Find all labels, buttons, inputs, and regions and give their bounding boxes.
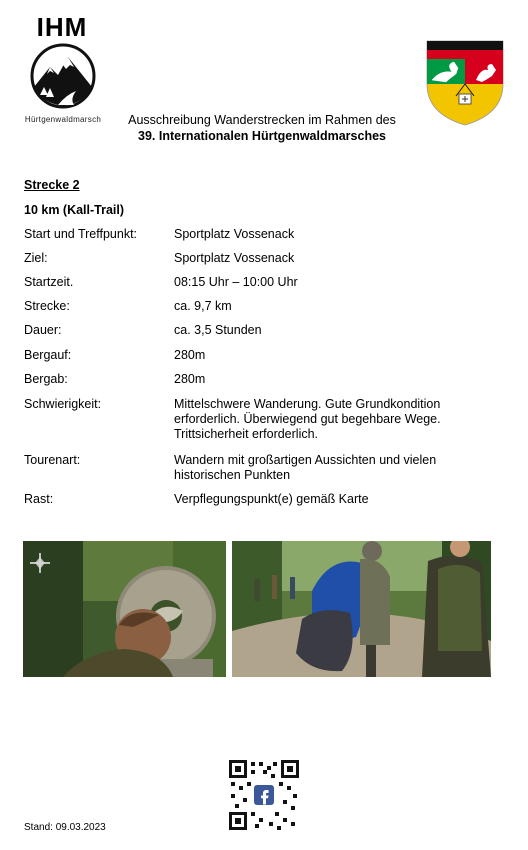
row-label: Tourenart:	[24, 453, 81, 467]
header-line1: Ausschreibung Wanderstrecken im Rahmen des	[128, 113, 396, 127]
coat-of-arms-icon	[426, 40, 504, 126]
row-value: Sportplatz Vossenack	[174, 251, 295, 265]
header-line2: 39. Internationalen Hürtgenwaldmarsches	[138, 129, 386, 143]
row-value: Mittelschwere Wanderung. Gute Grundkondition erforderlich. Überwiegend gut begehbare Wege. Trittsicherheit erforderlich.	[174, 397, 441, 441]
logo-title: IHM	[36, 12, 88, 42]
row-label: Strecke:	[24, 299, 70, 313]
hikers-photo	[232, 541, 491, 677]
row-value: ca. 3,5 Stunden	[174, 323, 262, 337]
facebook-icon	[254, 785, 274, 805]
row-label: Bergauf:	[24, 348, 72, 362]
row-label: Schwierigkeit:	[24, 397, 102, 411]
row-value: 08:15 Uhr – 10:00 Uhr	[174, 275, 298, 289]
row-value: 280m	[174, 372, 206, 386]
row-value: Verpflegungspunkt(e) gemäß Karte	[174, 492, 369, 506]
logo-caption: Hürtgenwaldmarsch	[24, 115, 102, 124]
footer-date: Stand: 09.03.2023	[24, 822, 106, 833]
row-label: Dauer:	[24, 323, 62, 337]
route-subtitle: 10 km (Kall-Trail)	[24, 203, 125, 217]
row-value: 280m	[174, 348, 206, 362]
row-label: Rast:	[24, 492, 54, 506]
row-value: ca. 9,7 km	[174, 299, 232, 313]
row-label: Ziel:	[24, 251, 48, 265]
row-value: Sportplatz Vossenack	[174, 227, 295, 241]
memorial-photo	[23, 541, 226, 677]
facebook-qr-code[interactable]	[229, 760, 299, 830]
row-label: Startzeit.	[24, 275, 74, 289]
mountain-logo-icon	[30, 43, 96, 109]
row-label: Start und Treffpunkt:	[24, 227, 138, 241]
route-title: Strecke 2	[24, 178, 80, 192]
row-label: Bergab:	[24, 372, 68, 386]
row-value: Wandern mit großartigen Aussichten und vielen historischen Punkten	[174, 453, 437, 482]
